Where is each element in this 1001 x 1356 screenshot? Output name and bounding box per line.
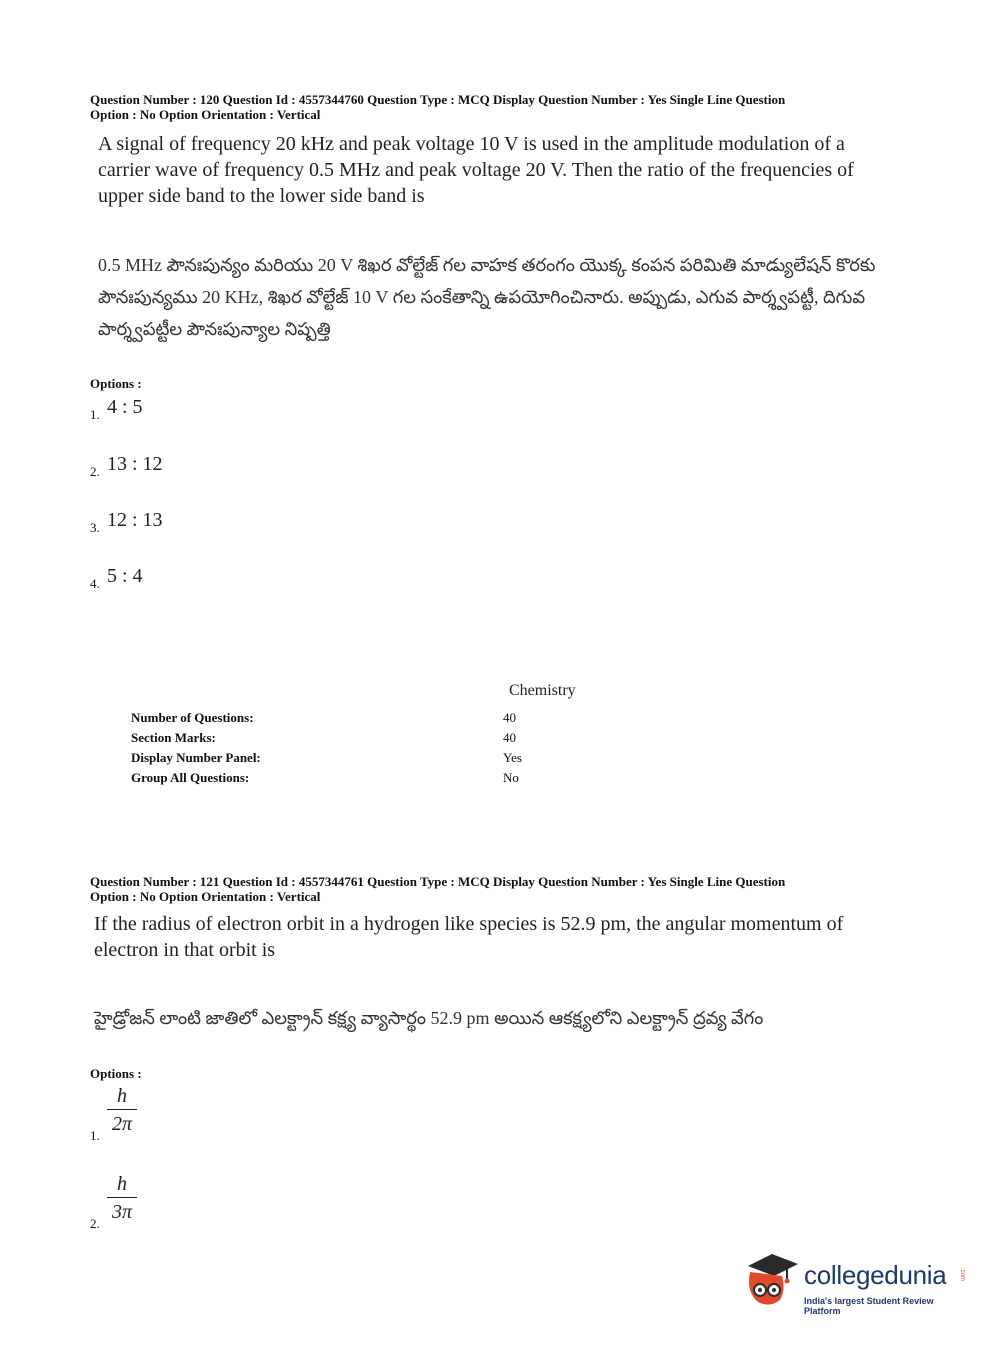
option-number: 1. [90, 1128, 100, 1143]
fraction-bar [107, 1109, 137, 1110]
option-value: 4 : 5 [107, 396, 143, 418]
section-title: Chemistry [509, 682, 576, 699]
question-120-meta-line1: Question Number : 120 Question Id : 4557344760 Question Type : MCQ Display Question Number : Yes Single Line Question [90, 92, 786, 107]
section-row-value: Yes [503, 750, 522, 765]
question-120-meta-line2: Option : No Option Orientation : Vertical [90, 107, 321, 122]
question-120-options-label: Options : [90, 376, 142, 391]
section-row-key: Number of Questions: [131, 710, 254, 725]
section-row-key: Group All Questions: [131, 770, 250, 785]
section-row [131, 748, 631, 768]
section-row-value: No [503, 770, 519, 785]
question-120-option-4[interactable] [90, 562, 390, 592]
option-number: 3. [90, 520, 100, 535]
option-value: 5 : 4 [107, 565, 143, 587]
fraction [107, 1173, 137, 1223]
question-120-text-telugu: 0.5 MHz పౌనఃపున్యం మరియు 20 V శిఖర వోల్టేజ్ గల వాహక తరంగం యొక్క కంపన పరిమితి మాడ్యులేషన్ కొరకు పౌనఃపున్యము 20 KHz, శిఖర వోల్టేజ్ 10 V గల సంకేతాన్ని ఉపయోగించినారు. అప్పుడు, ఎగువ పార్శ్వపట్టీ, దిగువ పార్శ్వపట్టీల పౌనఃపున్యాల నిష్పత్తి [98, 255, 876, 339]
question-120-option-2[interactable] [90, 450, 390, 480]
option-number: 2. [90, 464, 100, 479]
option-value: 12 : 13 [107, 509, 163, 531]
section-summary-table [131, 708, 631, 788]
question-120-option-3[interactable] [90, 506, 390, 536]
option-value: 13 : 12 [107, 453, 163, 475]
collegedunia-logo [742, 1250, 972, 1314]
question-121-meta-line2: Option : No Option Orientation : Vertical [90, 889, 321, 904]
question-121-text-telugu: హైడ్రోజన్ లాంటి జాతిలో ఎలక్ట్రాన్ కక్ష్య వ్యాసార్థం 52.9 pm అయిన ఆకక్ష్యలోని ఎలక్ట్రాన్ ద్రవ్య వేగం [94, 1008, 764, 1028]
fraction-numerator: h [117, 1085, 127, 1107]
question-120-text-english: A signal of frequency 20 kHz and peak voltage 10 V is used in the amplitude modulation of a carrier wave of frequency 0.5 MHz and peak voltage 20 V. Then the ratio of the frequencies of upper side band to the lower side band is [98, 133, 854, 207]
fraction-denominator: 2π [111, 1113, 133, 1135]
question-120-meta [90, 92, 910, 122]
question-121-meta [90, 874, 910, 904]
section-row [131, 768, 631, 788]
brand-name: collegedunia [804, 1260, 947, 1290]
fraction-denominator: 3π [111, 1201, 133, 1223]
brand-tagline: India's largest Student Review Platform [804, 1296, 934, 1316]
section-row-key: Section Marks: [131, 730, 216, 745]
question-120-option-1[interactable] [90, 393, 390, 423]
mascot-icon [742, 1250, 800, 1310]
question-121-text-english: If the radius of electron orbit in a hydrogen like species is 52.9 pm, the angular momentum of electron in that orbit is [94, 913, 844, 961]
option-number: 2. [90, 1216, 100, 1231]
fraction-numerator: h [117, 1173, 127, 1195]
question-121-options-label: Options : [90, 1066, 142, 1081]
fraction [107, 1085, 137, 1135]
section-row [131, 728, 631, 748]
option-number: 1. [90, 407, 100, 422]
section-row-value: 40 [503, 730, 516, 745]
section-row-key: Display Number Panel: [131, 750, 261, 765]
section-row [131, 708, 631, 728]
question-121-meta-line1: Question Number : 121 Question Id : 4557344761 Question Type : MCQ Display Question Number : Yes Single Line Question [90, 874, 786, 889]
fraction-bar [107, 1197, 137, 1198]
section-row-value: 40 [503, 710, 516, 725]
brand-dotcom: .com [959, 1268, 965, 1282]
option-number: 4. [90, 576, 100, 591]
